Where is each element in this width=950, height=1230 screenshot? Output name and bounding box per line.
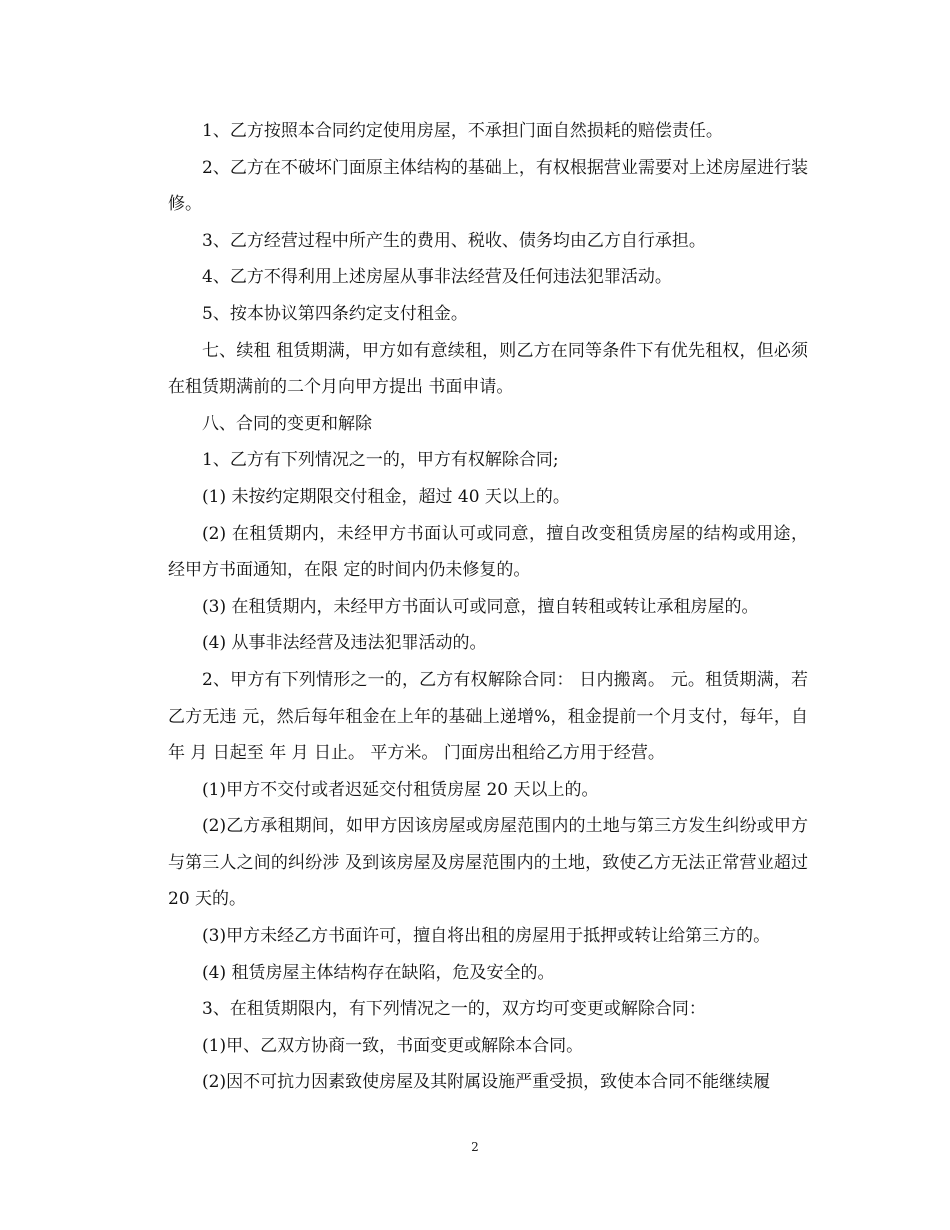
page-number: 2: [471, 1140, 479, 1154]
clause-item: (1) 未按约定期限交付租金，超过 40 天以上的。: [202, 486, 570, 507]
paragraph-3: 3、乙方经营过程中所产生的费用、税收、债务均由乙方自行承担。: [202, 230, 706, 251]
paragraph-4: 4、乙方不得利用上述房屋从事非法经营及任何违法犯罪活动。: [202, 267, 672, 288]
paragraph-tenant-conditions: 1、乙方有下列情况之一的，甲方有权解除合同;: [202, 450, 559, 471]
clause-item: (4) 租赁房屋主体结构存在缺陷，危及安全的。: [202, 962, 555, 983]
paragraph-mutual-conditions: 3、在租赁期限内，有下列情况之一的，双方均可变更或解除合同：: [202, 999, 706, 1020]
paragraph-2: 2、乙方在不破坏门面原主体结构的基础上，有权根据营业需要对上述房屋进行装修。: [168, 157, 808, 215]
clause-item: (2)因不可抗力因素致使房屋及其附属设施严重受损，致使本合同不能继续履: [202, 1072, 771, 1093]
paragraph-renewal: 七、续租 租赁期满，甲方如有意续租，则乙方在同等条件下有优先租权，但必须在租赁期满前的二个月向甲方提出 书面申请。: [168, 340, 808, 398]
clause-item: (3) 在租赁期内，未经甲方书面认可或同意，擅自转租或转让承租房屋的。: [202, 596, 759, 617]
clause-item: (2)乙方承租期间，如甲方因该房屋或房屋范围内的土地与第三方发生纠纷或甲方与第三人之间的纠纷涉 及到该房屋及房屋范围内的土地，致使乙方无法正常营业超过 20 天的。: [168, 816, 808, 910]
document-body: [168, 113, 808, 1101]
clause-item: (2) 在租赁期内，未经甲方书面认可或同意，擅自改变租赁房屋的结构或用途，经甲方书面通知，在限 定的时间内仍未修复的。: [168, 523, 808, 581]
clause-item: (1)甲方不交付或者迟延交付租赁房屋 20 天以上的。: [202, 779, 599, 800]
paragraph-landlord-conditions: 2、甲方有下列情形之一的，乙方有权解除合同： 日内搬离。 元。租赁期满，若乙方无违 元，然后每年租金在上年的基础上递增%，租金提前一个月支付，每年，自 年 月 日起至 年 月 日止。 平方米。 门面房出租给乙方用于经营。: [168, 669, 808, 764]
clause-item: (3)甲方未经乙方书面许可，擅自将出租的房屋用于抵押或转让给第三方的。: [202, 926, 771, 947]
paragraph-1: 1、乙方按照本合同约定使用房屋，不承担门面自然损耗的赔偿责任。: [202, 121, 723, 141]
clause-item: (1)甲、乙双方协商一致，书面变更或解除本合同。: [202, 1035, 584, 1056]
section-heading-change-termination: 八、合同的变更和解除: [202, 413, 372, 434]
clause-item: (4) 从事非法经营及违法犯罪活动的。: [202, 633, 487, 654]
paragraph-5: 5、按本协议第四条约定支付租金。: [202, 303, 468, 324]
